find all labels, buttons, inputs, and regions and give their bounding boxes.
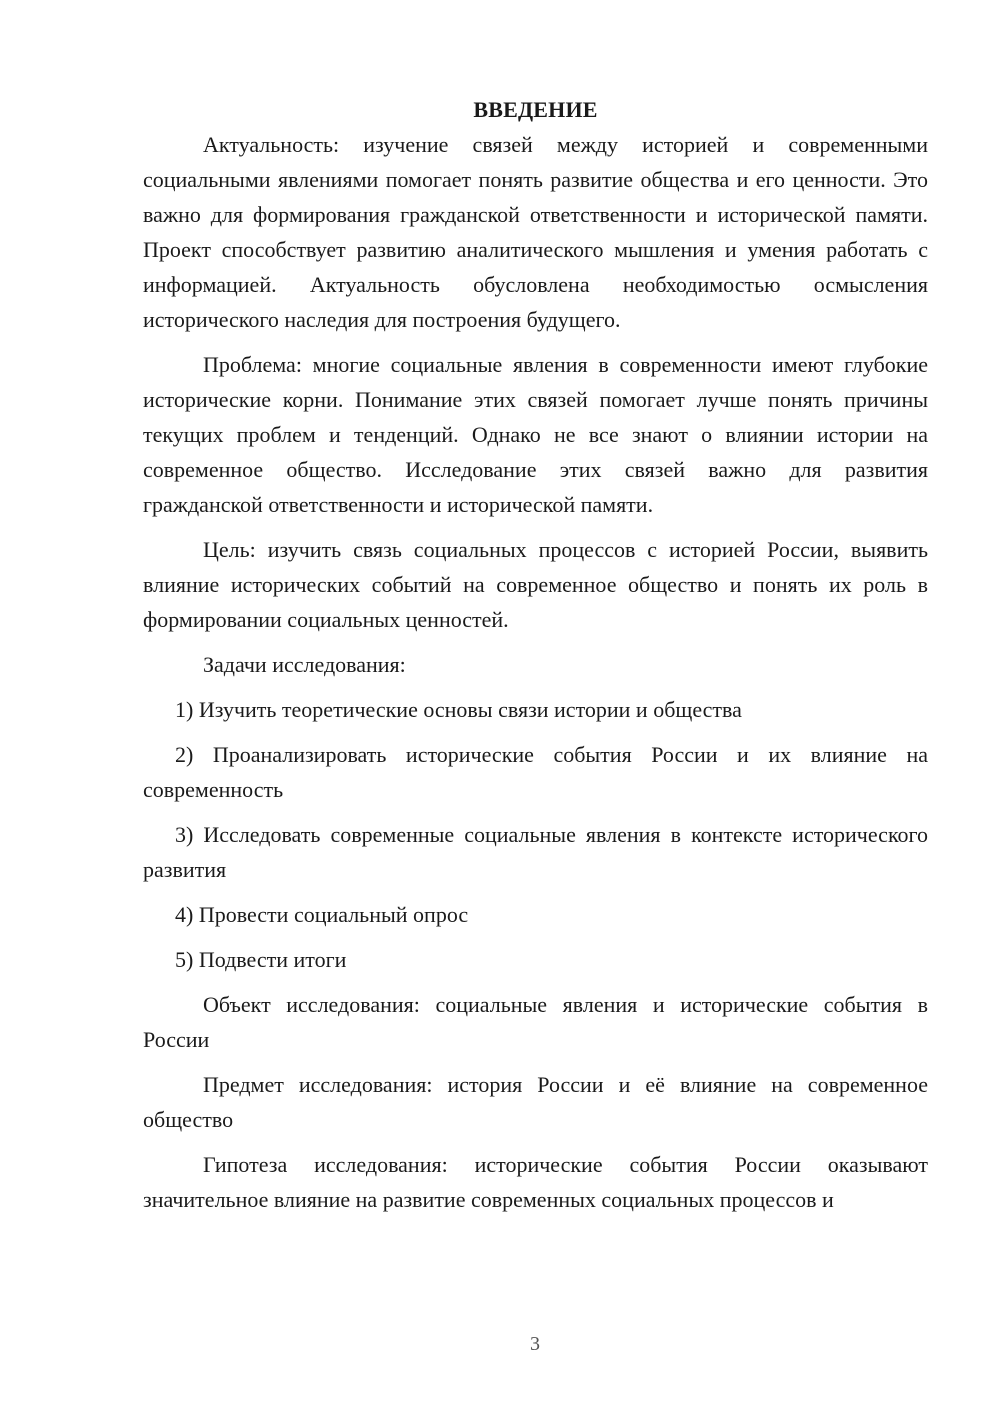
tasks-title: Задачи исследования: <box>203 652 406 677</box>
tasks-list <box>143 692 928 977</box>
subject-paragraph: Предмет исследования: история России и её влияние на современное общество <box>143 1072 928 1132</box>
goal-paragraph: Цель: изучить связь социальных процессов с историей России, выявить влияние исторических событий на современное общество и понять их роль в формировании социальных ценностей. <box>143 537 928 632</box>
list-item: 4) Провести социальный опрос <box>175 902 469 927</box>
hypothesis-paragraph: Гипотеза исследования: исторические события России оказывают значительное влияние на развитие современных социальных процессов и <box>143 1152 928 1212</box>
list-item: 5) Подвести итоги <box>175 947 347 972</box>
list-item: 2) Проанализировать исторические события России и их влияние на современность <box>143 742 928 802</box>
section-heading: ВВЕДЕНИЕ <box>473 97 598 122</box>
page-number: 3 <box>530 1333 540 1355</box>
relevance-paragraph: Актуальность: изучение связей между историей и современными социальными явлениями помогает понять развитие общества и его ценности. Это важно для формирования гражданской ответственности и исторической памяти. Проект способствует развитию аналитического мышления и умения работать с информацией. Актуальность обусловлена необходимостью осмысления исторического наследия для построения будущего. <box>143 132 928 332</box>
list-item: 3) Исследовать современные социальные явления в контексте исторического развития <box>143 822 928 882</box>
document-page <box>143 92 928 1217</box>
list-item: 1) Изучить теоретические основы связи истории и общества <box>175 697 742 722</box>
problem-paragraph: Проблема: многие социальные явления в современности имеют глубокие исторические корни. Понимание этих связей помогает лучше понять причины текущих проблем и тенденций. Однако не все знают о влиянии истории на современное общество. Исследование этих связей важно для развития гражданской ответственности и исторической памяти. <box>143 352 928 517</box>
object-paragraph: Объект исследования: социальные явления и исторические события в России <box>143 992 928 1052</box>
